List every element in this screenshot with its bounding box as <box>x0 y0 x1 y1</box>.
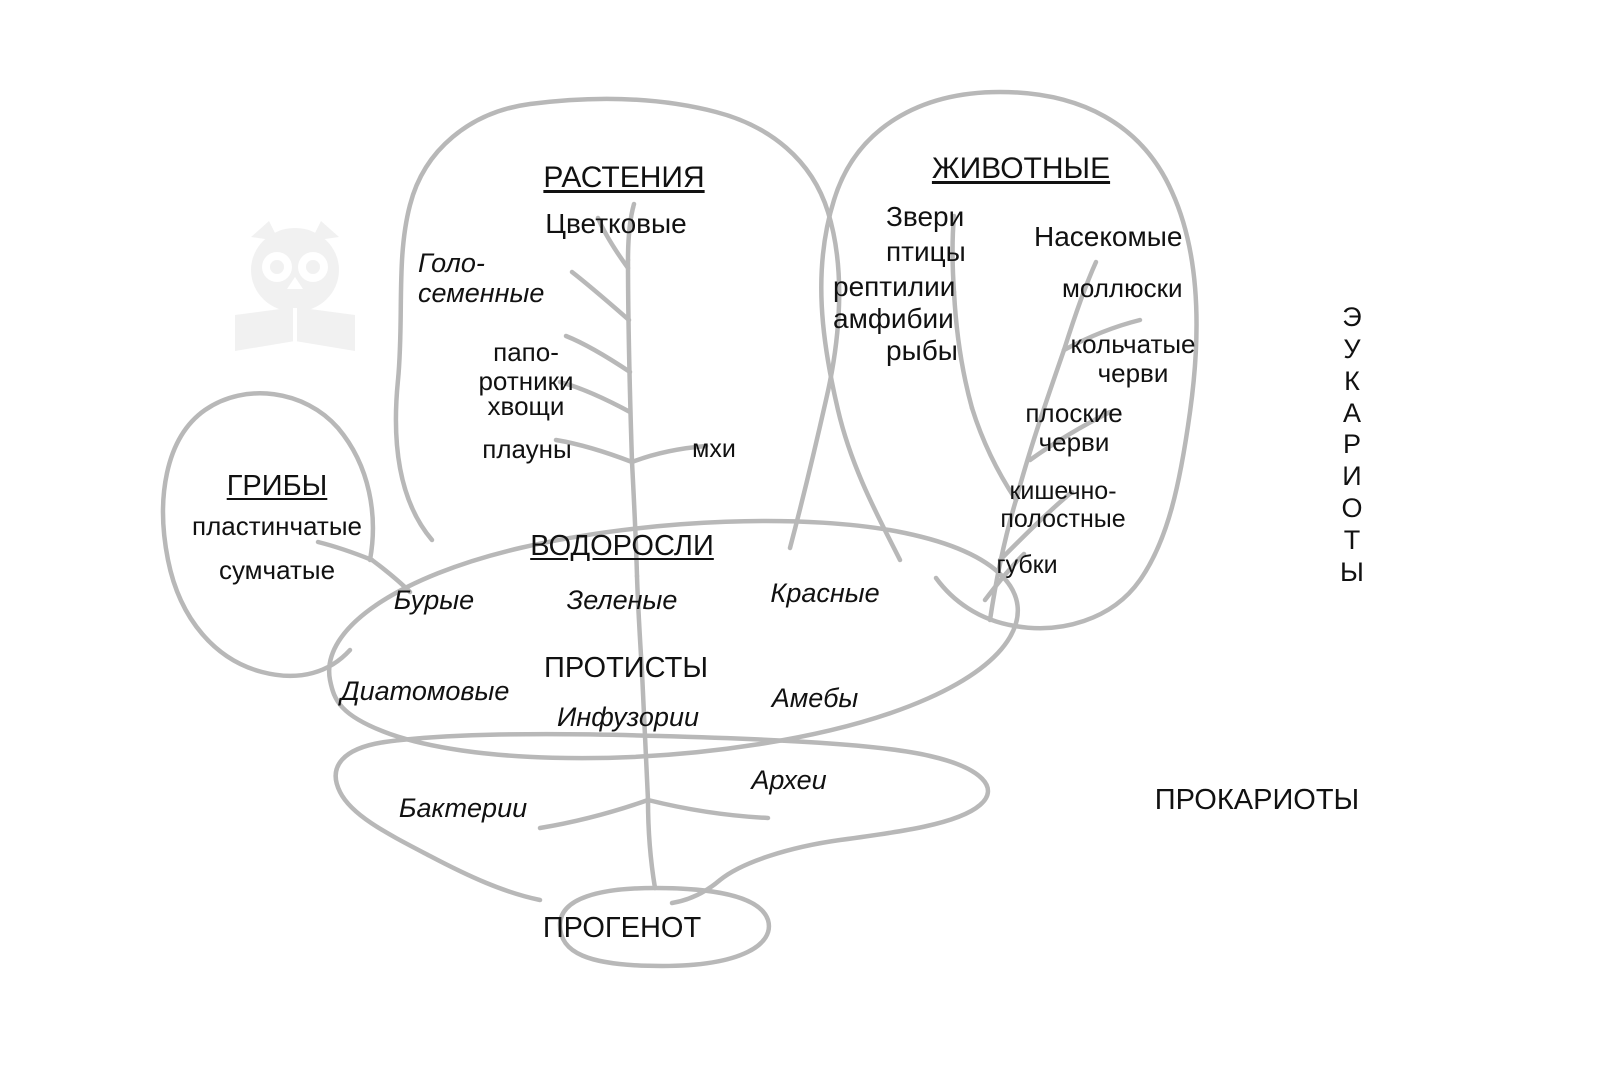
protists-item-ciliates: Инфузории <box>557 702 699 732</box>
eukaryotes-letter: Ы <box>1340 556 1364 587</box>
prokaryote-item-archaea: Археи <box>751 765 827 795</box>
animals-item-annelids: кольчатые черви <box>1070 329 1196 389</box>
plants-item-flowering: Цветковые <box>545 208 687 239</box>
group-heading-plants: РАСТЕНИЯ <box>543 161 705 194</box>
plants-item-clubmosses: плауны <box>482 434 572 464</box>
side-label-eukaryotes <box>1340 302 1364 589</box>
animals-item-reptiles: рептилии <box>833 271 956 302</box>
eukaryotes-letter: Т <box>1343 525 1361 556</box>
prokaryote-item-bacteria: Бактерии <box>398 793 528 823</box>
fungi-item-lamellar: пластинчатые <box>192 511 362 541</box>
protists-item-diatoms: Диатомовые <box>340 676 510 706</box>
animals-item-mammals: Звери <box>886 201 965 232</box>
plants-item-ferns: папо- ротники <box>478 337 574 397</box>
group-heading-fungi: ГРИБЫ <box>226 470 328 502</box>
animals-item-amphibians: амфибии <box>833 303 954 334</box>
algae-item-brown: Бурые <box>393 585 475 615</box>
plants-item-gymnosperms: Голо- семенные <box>418 248 545 309</box>
animals-item-cnidarians: кишечно- полостные <box>1000 477 1126 533</box>
fungi-item-ascomycetes: сумчатые <box>218 555 336 585</box>
animals-item-molluscs: моллюски <box>1062 273 1183 303</box>
side-label-prokaryotes: ПРОКАРИОТЫ <box>1154 784 1360 816</box>
animals-item-birds: птицы <box>886 236 966 267</box>
animals-item-insects: Насекомые <box>1034 221 1183 252</box>
group-heading-animals: ЖИВОТНЫЕ <box>931 152 1111 185</box>
eukaryotes-letter: У <box>1343 333 1361 364</box>
algae-item-red: Красные <box>770 578 880 608</box>
eukaryotes-letter: О <box>1341 493 1363 524</box>
animals-item-flatworms: плоские черви <box>1025 398 1123 458</box>
eukaryotes-letter: А <box>1342 397 1361 428</box>
root-node-progenote: ПРОГЕНОТ <box>542 912 702 944</box>
algae-item-green: Зеленые <box>566 585 678 615</box>
plants-item-mosses: мхи <box>692 435 736 463</box>
animals-item-sponges: губки <box>996 551 1058 579</box>
protists-item-amoebas: Амебы <box>771 683 859 713</box>
eukaryotes-letter: К <box>1344 365 1360 396</box>
group-heading-protists: ПРОТИСТЫ <box>543 652 709 684</box>
eukaryotes-letter: Р <box>1342 429 1361 460</box>
group-heading-algae: ВОДОРОСЛИ <box>530 530 714 562</box>
watermark-logo <box>215 215 375 365</box>
animals-item-fish: рыбы <box>886 335 958 366</box>
eukaryotes-letter: И <box>1342 461 1362 492</box>
plants-item-horsetails: хвощи <box>487 391 565 421</box>
eukaryotes-letter: Э <box>1342 302 1362 332</box>
